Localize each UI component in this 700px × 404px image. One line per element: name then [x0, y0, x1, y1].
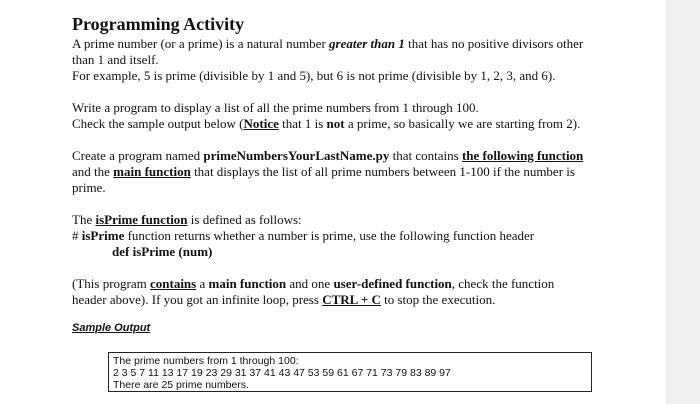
text: that displays the list of all prime numbers between 1-100 if the number is prime. [72, 164, 575, 195]
user-defined-bold: user-defined function [333, 276, 452, 291]
text: # [72, 228, 82, 243]
text: a [196, 276, 209, 291]
sample-output-box [108, 352, 592, 392]
create-program-paragraph [72, 148, 592, 196]
main-function-bold: main function [208, 276, 287, 291]
function-header: def isPrime (num) [112, 244, 213, 259]
text: Check the sample output below ( [72, 116, 244, 131]
requirements-paragraph [72, 276, 592, 308]
output-line-2: 2 3 5 7 11 13 17 19 23 29 31 37 41 43 47 53 59 61 67 71 73 79 83 89 97 [113, 367, 451, 379]
output-line-1: The prime numbers from 1 through 100: [113, 355, 299, 367]
output-line-3: There are 25 prime numbers. [113, 379, 249, 391]
text: A prime number (or a prime) is a natural number [72, 36, 330, 51]
filename: primeNumbersYourLastName.py [203, 148, 390, 163]
sample-output-label: Sample Output [72, 322, 151, 334]
text: , check the function header above). If you got an infinite loop, press [72, 276, 555, 307]
text: that contains [389, 148, 462, 163]
text: that 1 is [278, 116, 327, 131]
task-line: Write a program to display a list of all the prime numbers from 1 through 100. [72, 100, 479, 115]
text: and the [72, 164, 114, 179]
isprime-comment [72, 228, 592, 244]
isprime-function-emphasis: isPrime function [95, 212, 188, 227]
text: (This program [72, 276, 150, 291]
text: a prime, so basically we are starting from 2). [344, 116, 581, 131]
main-function-emphasis: main function [113, 164, 191, 179]
notice-paragraph [72, 116, 592, 132]
page-title: Programming Activity [72, 14, 245, 34]
text: Create a program named [72, 148, 204, 163]
prime-example: For example, 5 is prime (divisible by 1 and 5), but 6 is not prime (divisible by 1, 2, 3, and 6). [72, 68, 556, 83]
text: The [72, 212, 96, 227]
text: and one [286, 276, 334, 291]
not-emphasis: not [326, 116, 345, 131]
prime-definition-paragraph [72, 36, 592, 68]
text: to stop the execution. [380, 292, 496, 307]
document-content [72, 14, 592, 336]
notice-emphasis: Notice [243, 116, 279, 131]
text: is defined as follows: [187, 212, 302, 227]
isprime-definition [72, 212, 592, 228]
emphasis-greater-than-1: greater than 1 [329, 36, 405, 51]
isprime-name: isPrime [81, 228, 125, 243]
contains-emphasis: contains [149, 276, 197, 291]
text: that has no positive divisors other than 1 and itself. [72, 36, 584, 67]
text: function returns whether a number is prime, use the following function header [124, 228, 535, 243]
ctrl-c-shortcut: CTRL + C [322, 292, 381, 307]
following-function-emphasis: the following function [461, 148, 584, 163]
